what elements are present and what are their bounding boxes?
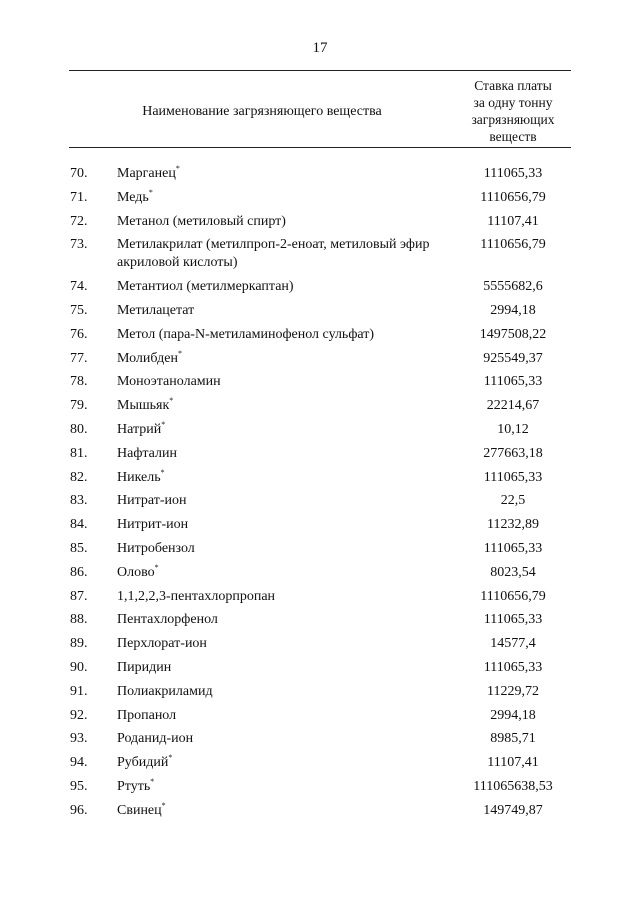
substance-name	[117, 350, 447, 368]
rate-value: 22,5	[500, 493, 526, 509]
substance-name	[117, 588, 447, 606]
header-substance-name: Наименование загрязняющего вещества	[142, 104, 382, 119]
rate-value: 111065,33	[483, 469, 543, 485]
substance-name	[117, 683, 447, 701]
footnote-mark: *	[168, 753, 173, 763]
table-row	[0, 397, 640, 415]
rate-value: 22214,67	[486, 398, 540, 414]
row-number: 75.	[70, 302, 88, 318]
substance-name	[117, 373, 447, 391]
rate-value: 925549,37	[483, 350, 543, 366]
footnote-mark: *	[161, 419, 166, 429]
table-row	[0, 611, 640, 629]
substance-name-text: Пропанол	[117, 707, 177, 723]
substance-name	[117, 492, 447, 510]
substance-name	[117, 659, 447, 677]
row-number: 70.	[70, 166, 88, 181]
rate-value: 277663,18	[483, 445, 543, 461]
row-number: 82.	[70, 469, 88, 485]
table-row	[0, 165, 640, 183]
substance-name-text: Перхлорат-ион	[117, 636, 207, 652]
rate-value: 111065,33	[483, 166, 543, 181]
substance-name-text: Мышьяк	[117, 398, 170, 414]
rate-value: 1497508,22	[479, 326, 547, 342]
rate-value: 111065638,53	[473, 778, 553, 794]
footnote-mark: *	[160, 467, 165, 477]
rate-value: 14577,4	[490, 636, 536, 652]
table-row	[0, 421, 640, 439]
rate-value: 149749,87	[483, 802, 543, 818]
header-bottom-rule	[69, 147, 571, 148]
substance-name-text: Натрий	[117, 421, 162, 437]
row-number: 79.	[70, 398, 88, 414]
table-row	[0, 445, 640, 463]
table-row	[0, 754, 640, 772]
row-number: 95.	[70, 778, 88, 794]
rate-value: 111065,33	[483, 374, 543, 390]
row-number: 87.	[70, 588, 88, 604]
footnote-mark: *	[169, 396, 174, 406]
substance-name	[117, 397, 447, 415]
substance-name	[117, 564, 447, 582]
row-number: 86.	[70, 564, 88, 580]
row-number: 93.	[70, 731, 88, 747]
footnote-mark: *	[161, 800, 166, 810]
rate-value: 11107,41	[487, 213, 539, 229]
substance-name	[117, 189, 447, 207]
substance-name-text: Пиридин	[117, 659, 172, 675]
rate-value: 8023,54	[490, 564, 536, 580]
substance-name-text: Ртуть	[117, 778, 151, 794]
substance-name	[117, 213, 447, 231]
rate-value: 11232,89	[487, 517, 539, 533]
row-number: 71.	[70, 189, 88, 205]
substance-name-text: Метантиол (метилмеркаптан)	[117, 279, 294, 295]
table-row	[0, 540, 640, 558]
rate-value: 1110656,79	[480, 237, 546, 253]
row-number: 73.	[70, 237, 88, 253]
rate-value: 11107,41	[487, 755, 539, 771]
footnote-mark: *	[150, 776, 155, 786]
substance-name-text: 1,1,2,2,3-пентахлорпропан	[117, 588, 276, 604]
rate-value: 1110656,79	[480, 588, 546, 604]
table-row	[0, 350, 640, 368]
substance-name	[117, 802, 447, 820]
substance-name	[117, 278, 447, 296]
substance-name-text: Нафталин	[117, 445, 177, 461]
table-row	[0, 683, 640, 701]
substance-name-text: Нитрат-ион	[117, 493, 187, 509]
table-row	[0, 659, 640, 677]
table-row	[0, 213, 640, 231]
substance-name-text: Никель	[117, 469, 161, 485]
row-number: 88.	[70, 612, 88, 628]
substance-name-text: Рубидий	[117, 755, 169, 771]
substance-name-text: Марганец	[117, 166, 176, 181]
substance-name	[117, 326, 447, 344]
table-row	[0, 564, 640, 582]
row-number: 80.	[70, 421, 88, 437]
row-number: 76.	[70, 326, 88, 342]
table-row	[0, 707, 640, 725]
row-number: 85.	[70, 540, 88, 556]
table-row	[0, 373, 640, 391]
table-row	[0, 236, 640, 272]
page-number: 17	[312, 40, 328, 56]
footnote-mark: *	[175, 164, 180, 173]
row-number: 92.	[70, 707, 88, 723]
substance-name-text: Нитробензол	[117, 540, 195, 556]
substance-name-text: Нитрит-ион	[117, 517, 189, 533]
rate-value: 8985,71	[490, 731, 536, 747]
table-row	[0, 730, 640, 748]
row-number: 84.	[70, 517, 88, 533]
footnote-mark: *	[154, 562, 159, 572]
rate-value: 1110656,79	[480, 189, 546, 205]
table-row	[0, 778, 640, 796]
table-row	[0, 278, 640, 296]
row-number: 90.	[70, 659, 88, 675]
substance-name-text: Молибден	[117, 350, 178, 366]
table-row	[0, 802, 640, 820]
substance-name	[117, 421, 447, 439]
rate-value: 5555682,6	[483, 279, 543, 295]
row-number: 83.	[70, 493, 88, 509]
table-row	[0, 516, 640, 534]
header-rate: Ставка платы за одну тонну загрязняющих веществ	[471, 78, 555, 144]
rate-value: 11229,72	[487, 683, 539, 699]
table-row	[0, 302, 640, 320]
row-number: 74.	[70, 279, 88, 295]
row-number: 89.	[70, 636, 88, 652]
substance-name	[117, 707, 447, 725]
substance-name	[117, 754, 447, 772]
substance-name	[117, 445, 447, 463]
table-row	[0, 492, 640, 510]
substance-table	[0, 165, 640, 826]
table-top-rule	[69, 70, 571, 71]
row-number: 78.	[70, 374, 88, 390]
row-number: 94.	[70, 755, 88, 771]
substance-name	[117, 611, 447, 629]
table-row	[0, 469, 640, 487]
substance-name	[117, 730, 447, 748]
rate-value: 111065,33	[483, 612, 543, 628]
table-row	[0, 635, 640, 653]
rate-value: 111065,33	[483, 540, 543, 556]
row-number: 81.	[70, 445, 88, 461]
substance-name	[117, 302, 447, 320]
footnote-mark: *	[178, 348, 182, 358]
footnote-mark: *	[148, 187, 153, 197]
rate-value: 10,12	[497, 421, 529, 437]
substance-name-text: Свинец	[117, 802, 162, 818]
rate-value: 2994,18	[490, 707, 536, 723]
substance-name	[117, 165, 447, 183]
substance-name-text: Роданид-ион	[117, 731, 194, 747]
substance-name	[117, 516, 447, 534]
table-row	[0, 326, 640, 344]
table-row	[0, 189, 640, 207]
substance-name-text: Пентахлорфенол	[117, 612, 218, 628]
substance-name-text: Олово	[117, 564, 155, 580]
substance-name-text: Полиакриламид	[117, 683, 213, 699]
rate-value: 2994,18	[490, 302, 536, 318]
substance-name-text: Метилацетат	[117, 302, 195, 318]
row-number: 91.	[70, 683, 88, 699]
substance-name-text: Метилакрилат (метилпроп-2-еноат, метиловый эфир акриловой кислоты)	[117, 237, 430, 271]
substance-name	[117, 540, 447, 558]
substance-name-text: Метанол (метиловый спирт)	[117, 213, 286, 229]
substance-name	[117, 236, 447, 272]
substance-name-text: Метол (пара-N-метиламинофенол сульфат)	[117, 326, 375, 342]
row-number: 77.	[70, 350, 88, 366]
rate-value: 111065,33	[483, 659, 543, 675]
substance-name	[117, 469, 447, 487]
row-number: 72.	[70, 213, 88, 229]
substance-name	[117, 778, 447, 796]
substance-name-text: Моноэтаноламин	[117, 374, 221, 390]
substance-name	[117, 635, 447, 653]
row-number: 96.	[70, 802, 88, 818]
table-row	[0, 588, 640, 606]
substance-name-text: Медь	[117, 189, 149, 205]
